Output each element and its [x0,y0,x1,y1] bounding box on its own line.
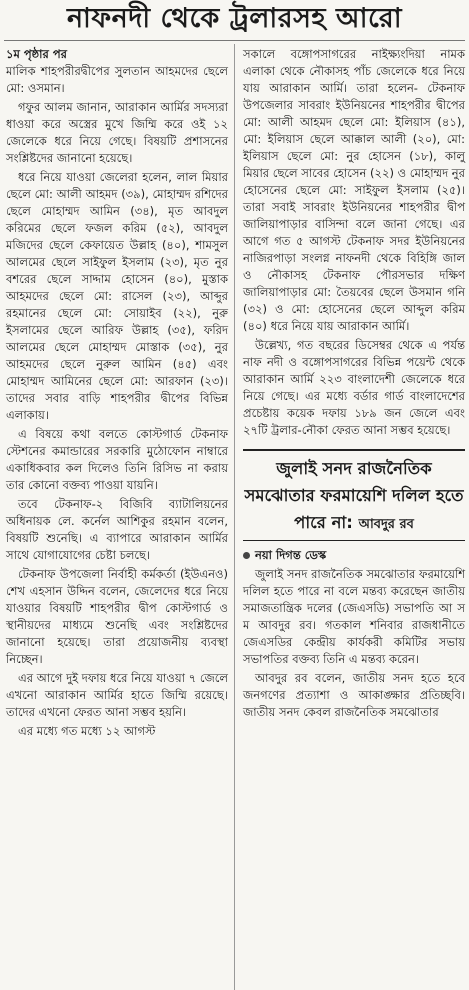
story2-paragraph-2: আবদুর রব বলেন, জাতীয় সনদ হতে হবে জনগণের প্রত্যাশা ও আকাঙ্ক্ষার প্রতিচ্ছবি। জাতীয় সনদ কেবল রাজনৈতিক সমঝোতার [243,671,465,719]
right-column [243,46,465,723]
left-column [6,46,228,742]
left-paragraph-1: মালিক শাহপরীরদ্বীপের সুলতান আহমদের ছেলে মো: ওসমান। [6,64,228,95]
story2-headline [243,455,465,538]
headline: নাফনদী থেকে ট্রলারসহ আরো [66,3,403,34]
story2-byline: আবদুর রব [358,517,414,532]
right-paragraph-1: সকালে বঙ্গোপসাগরের নাইক্ষ্যংদিয়া নামক এলাকা থেকে নৌকাসহ পাঁচ জেলেকে ধরে নিয়ে যায় আরাকান আর্মি। তারা হলেন- টেকনাফ উপজেলার সাবরাং ইউনিয়নের শাহপরীর দ্বীপের মো: আলী আহমদ ছেলে মো: ইলিয়াস (৪১), মো: ইলিয়াস ছেলে আক্কাল আলী (২০), মো: ইলিয়াস ছেলে মো: নুর হোসেন (১৮), কালু মিয়ার ছেলে সাবের হোসেন (২২) ও মোহাম্মদ নুর হোসেনের ছেলে মো: সাইফুল ইসলাম (২৫)। তারা সবাই সাবরাং ইউনিয়নের শাহপরীর দ্বীপ জালিয়াপাড়ার বাসিন্দা বলে জানা গেছে। এর আগে গত ৫ আগস্ট টেকনাফ সদর ইউনিয়নের নাজিরপাড়া সংলগ্ন নাফনদী থেকে বিহিঙ্গি জাল ও নৌকাসহ টেকনাফ পৌরসভার দক্ষিণ জালিয়াপাড়ার মো: তৈয়বের ছেলে উসমান গনি (৩২) ও মো: হোসেনের ছেলে আব্দুল করিম (৪০) ধরে নিয়ে যায় আরাকান আর্মি। [243,47,465,333]
desk-label: নয়া দিগন্ত ডেস্ক [255,548,327,562]
left-paragraph-6: টেকনাফ উপজেলা নির্বাহী কর্মকর্তা (ইউএনও) শেখ এহসান উদ্দিন বলেন, জেলেদের ধরে নিয়ে যাওয়ার বিষয়টি শাহপরীর দ্বীপ কোস্টগার্ড ও স্থানীয়দের মাধ্যমে শুনেছি এবং সংশ্লিষ্টদের জানানো হয়েছে। তারা প্রয়োজনীয় ব্যবস্থা নিচ্ছেন। [6,567,228,666]
story2-paragraph-1: জুলাই সনদ রাজনৈতিক সমঝোতার ফরমায়েশি দলিল হতে পারে না বলে মন্তব্য করেছেন জাতীয় সমাজতান্ত্রিক দলের (জেএসডি) সভাপতি আ স ম আবদুর রব। গতকাল শনিবার রাজধানীতে জেএসডির কেন্দ্রীয় কার্যকরী কমিটির সভায় সভাপতির বক্তব্য তিনি এ মন্তব্য করেন। [243,567,465,666]
bullet-icon [243,552,250,559]
left-paragraph-3: ধরে নিয়ে যাওয়া জেলেরা হলেন, লাল মিয়ার ছেলে মো: আলী আহমদ (৩৯), মোহাম্মদ রশিদের ছেলে মোহাম্মদ আমিন (৩৪), মৃত আবদুল করিমের ছেলে ফজল করিম (৫২), আবদুল মজিদের ছেলে কেফায়েত উল্লাহ (৪০), শামসুল আলমের ছেলে সাইফুল ইসলাম (২৩), মৃত নুর বশরের ছেলে সাদ্দাম হোসেন (৪০), মুস্তাক আহমদের ছেলে মো: রাসেল (২৩), আব্দুর রহমানের ছেলে মো: সোয়াইব (২২), নুরু ইসলামের ছেলে আরিফ উল্লাহ (৩৫), ফরিদ আলমের ছেলে মোহাম্মদ মোস্তাক (৩৫), নুর আহমদের ছেলে নুরুল আমিন (৪৫) এবং মোহাম্মদ আমিনের ছেলে মো: আরফান (২৩)। তাদের সবার বাড়ি শাহপরীর দ্বীপের বিভিন্ন এলাকায়। [6,170,228,422]
left-paragraph-5: তবে টেকনাফ-২ বিজিবি ব্যাটালিয়নের অধিনায়ক লে. কর্নেল আশিকুর রহমান বলেন, বিষয়টি শুনেছি। এ ব্যাপারে আরাকান আর্মির সাথে যোগাযোগের চেষ্টা চলছে। [6,497,228,562]
headline-rule [4,40,465,41]
right-paragraph-2: উল্লেখ্য, গত বছরের ডিসেম্বর থেকে এ পর্যন্ত নাফ নদী ও বঙ্গোপসাগরের বিভিন্ন পয়েন্ট থেকে আরাকান আর্মি ২২৩ বাংলাদেশী জেলেকে ধরে নিয়ে গেছে। এর মধ্যে বর্ডার গার্ড বাংলাদেশের প্রচেষ্টায় কয়েক দফায় ১৮৯ জন জেলে এবং ২৭টি ট্রলার-নৌকা ফেরত আনা সম্ভব হয়েছে। [243,338,465,437]
column-divider [234,44,235,990]
left-paragraph-7: এর আগে দুই দফায় ধরে নিয়ে যাওয়া ৭ জেলে এখনো আরাকান আর্মির হাতে জিম্মি রয়েছে। তাদের এখনো ফেরত আনা সম্ভব হয়নি। [6,671,228,719]
left-paragraph-2: গফুর আলম জানান, আরাকান আর্মির সদস্যরা ধাওয়া করে অস্ত্রের মুখে জিম্মি করে ওই ১২ জেলেকে ধরে নিয়ে গেছে। বিষয়টি প্রশাসনের সংশ্লিষ্টদের জানানো হয়েছে। [6,100,228,165]
left-paragraph-8: এর মধ্যে গত মধ্যে ১২ আগস্ট [18,724,156,738]
story2-headline-box [243,449,465,541]
left-paragraph-4: এ বিষয়ে কথা বলতে কোস্টগার্ড টেকনাফ স্টেশনের কমান্ডারের সরকারি মুঠোফোন নাম্বারে একাধিকবার কল দিলেও তিনি রিসিভ না করায় তার কোনো বক্তব্য পাওয়া যায়নি। [6,427,228,492]
continuation-kicker: ১ম পৃষ্ঠার পর [6,47,67,61]
desk-credit [243,547,465,564]
story2-title: জুলাই সনদ রাজনৈতিক সমঝোতার ফরমায়েশি দলিল হতে পারে না: [244,459,464,532]
